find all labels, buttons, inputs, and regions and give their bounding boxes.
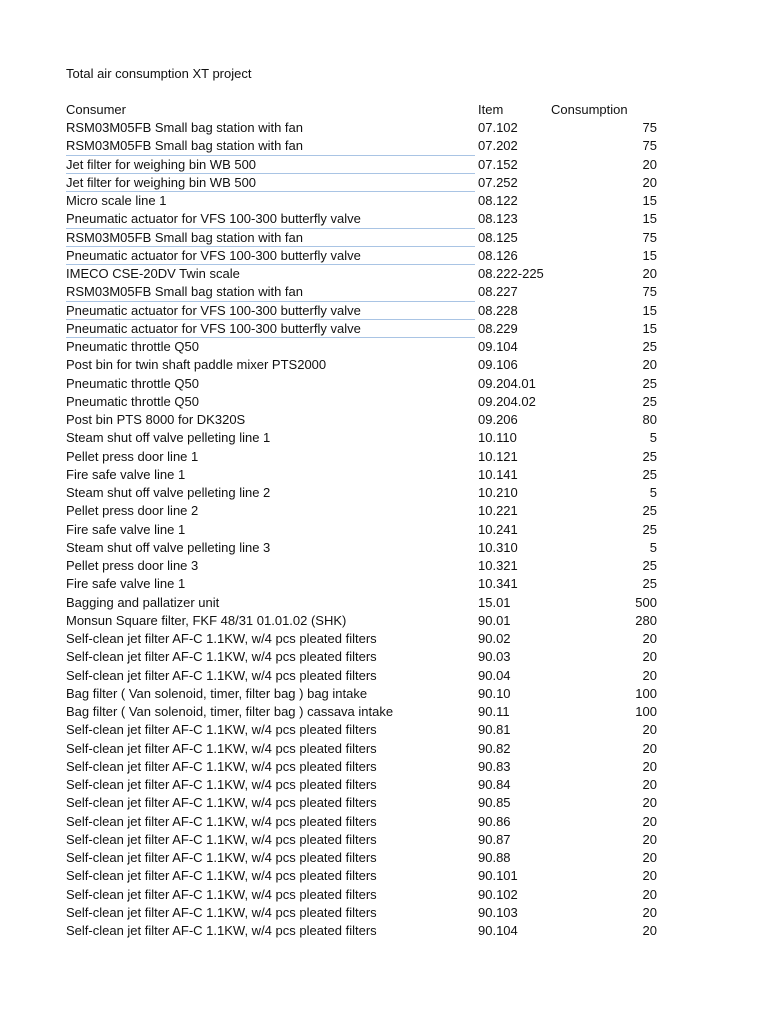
item-cell: 90.02 <box>478 631 511 647</box>
table-row <box>66 685 657 703</box>
consumer-cell: Post bin for twin shaft paddle mixer PTS2000 <box>66 357 327 373</box>
table-row <box>66 156 657 174</box>
item-cell: 10.241 <box>478 521 518 537</box>
table-row <box>66 831 657 849</box>
consumer-cell: Pneumatic actuator for VFS 100-300 butterfly valve <box>66 302 361 318</box>
item-cell: 10.210 <box>478 485 518 501</box>
item-cell: 10.141 <box>478 466 518 482</box>
consumption-cell: 20 <box>642 266 657 282</box>
table-row <box>66 867 657 885</box>
consumer-cell: Self-clean jet filter AF-C 1.1KW, w/4 pcs pleated filters <box>66 813 377 829</box>
item-cell: 09.206 <box>478 412 518 428</box>
consumer-cell: Self-clean jet filter AF-C 1.1KW, w/4 pcs pleated filters <box>66 831 377 847</box>
item-cell: 90.86 <box>478 813 511 829</box>
item-cell: 90.87 <box>478 831 511 847</box>
item-cell: 08.123 <box>478 211 518 227</box>
item-cell: 90.83 <box>478 758 511 774</box>
table-row <box>66 484 657 502</box>
consumption-cell: 75 <box>642 138 657 154</box>
item-cell: 08.125 <box>478 229 518 245</box>
item-cell: 90.84 <box>478 777 511 793</box>
consumption-cell: 25 <box>642 375 657 391</box>
table-row <box>66 429 657 447</box>
consumer-cell: Steam shut off valve pelleting line 3 <box>66 539 271 555</box>
table-row <box>66 192 657 210</box>
item-cell: 90.104 <box>478 923 518 939</box>
consumer-cell: Pneumatic throttle Q50 <box>66 339 199 355</box>
item-cell: 08.228 <box>478 302 518 318</box>
consumption-cell: 20 <box>642 156 657 172</box>
consumption-cell: 20 <box>642 923 657 939</box>
table-row <box>66 119 657 137</box>
item-cell: 90.88 <box>478 850 511 866</box>
consumer-cell: Pneumatic throttle Q50 <box>66 393 199 409</box>
item-cell: 90.10 <box>478 685 511 701</box>
table-row <box>66 229 657 247</box>
item-cell: 07.252 <box>478 174 518 190</box>
consumer-cell: Pneumatic actuator for VFS 100-300 butterfly valve <box>66 320 361 336</box>
consumption-cell: 15 <box>642 302 657 318</box>
consumption-cell: 20 <box>642 740 657 756</box>
table-row <box>66 502 657 520</box>
consumer-cell: Bag filter ( Van solenoid, timer, filter bag ) bag intake <box>66 685 368 701</box>
consumption-cell: 20 <box>642 758 657 774</box>
table-row <box>66 794 657 812</box>
table-row <box>66 174 657 192</box>
consumer-cell: Self-clean jet filter AF-C 1.1KW, w/4 pcs pleated filters <box>66 850 377 866</box>
consumer-cell: Micro scale line 1 <box>66 193 167 209</box>
table-row <box>66 849 657 867</box>
consumption-cell: 75 <box>642 284 657 300</box>
table-row <box>66 922 657 940</box>
consumption-cell: 25 <box>642 466 657 482</box>
consumer-cell: Pneumatic throttle Q50 <box>66 375 199 391</box>
table-row <box>66 448 657 466</box>
table-row <box>66 886 657 904</box>
consumer-cell: Fire safe valve line 1 <box>66 576 186 592</box>
table-row <box>66 247 657 265</box>
table-row <box>66 904 657 922</box>
table-row <box>66 466 657 484</box>
table-row <box>66 648 657 666</box>
consumer-cell: Self-clean jet filter AF-C 1.1KW, w/4 pcs pleated filters <box>66 886 377 902</box>
item-cell: 10.110 <box>478 430 517 446</box>
consumer-cell: Self-clean jet filter AF-C 1.1KW, w/4 pcs pleated filters <box>66 631 377 647</box>
consumption-table <box>66 101 657 941</box>
table-row <box>66 283 657 301</box>
consumption-cell: 15 <box>642 211 657 227</box>
consumer-cell: Self-clean jet filter AF-C 1.1KW, w/4 pcs pleated filters <box>66 777 377 793</box>
consumer-cell: Pneumatic actuator for VFS 100-300 butterfly valve <box>66 211 361 227</box>
consumption-cell: 25 <box>642 393 657 409</box>
consumption-cell: 15 <box>642 320 657 336</box>
consumer-cell: Fire safe valve line 1 <box>66 521 186 537</box>
consumer-cell: RSM03M05FB Small bag station with fan <box>66 138 303 154</box>
consumption-cell: 25 <box>642 448 657 464</box>
consumption-cell: 20 <box>642 831 657 847</box>
consumer-cell: Self-clean jet filter AF-C 1.1KW, w/4 pcs pleated filters <box>66 868 377 884</box>
table-row <box>66 265 657 283</box>
item-cell: 10.341 <box>478 576 518 592</box>
consumption-cell: 15 <box>642 193 657 209</box>
item-cell: 08.229 <box>478 320 518 336</box>
consumption-cell: 25 <box>642 521 657 537</box>
item-cell: 08.122 <box>478 193 518 209</box>
consumer-cell: Pellet press door line 3 <box>66 558 199 574</box>
document-title: Total air consumption XT project <box>66 66 252 81</box>
consumption-cell: 5 <box>649 485 657 501</box>
item-cell: 90.03 <box>478 649 511 665</box>
table-row <box>66 210 657 228</box>
consumer-cell: Bagging and pallatizer unit <box>66 594 220 610</box>
table-row <box>66 630 657 648</box>
consumption-cell: 20 <box>642 667 657 683</box>
consumer-cell: RSM03M05FB Small bag station with fan <box>66 120 303 136</box>
item-cell: 08.126 <box>478 247 518 263</box>
consumption-column-header: Consumption <box>551 101 628 117</box>
consumption-cell: 20 <box>642 649 657 665</box>
item-cell: 90.82 <box>478 740 511 756</box>
consumption-cell: 500 <box>635 594 657 610</box>
item-cell: 90.85 <box>478 795 511 811</box>
item-cell: 90.01 <box>478 612 511 628</box>
item-cell: 07.102 <box>478 120 518 136</box>
consumer-cell: Self-clean jet filter AF-C 1.1KW, w/4 pcs pleated filters <box>66 667 377 683</box>
table-row <box>66 539 657 557</box>
table-row <box>66 740 657 758</box>
item-cell: 90.101 <box>478 868 518 884</box>
table-row <box>66 521 657 539</box>
consumer-cell: Self-clean jet filter AF-C 1.1KW, w/4 pcs pleated filters <box>66 904 377 920</box>
item-cell: 90.11 <box>478 704 510 720</box>
table-row <box>66 594 657 612</box>
table-row <box>66 776 657 794</box>
table-row <box>66 667 657 685</box>
consumer-cell: Fire safe valve line 1 <box>66 466 186 482</box>
table-row <box>66 612 657 630</box>
table-row <box>66 575 657 593</box>
item-cell: 10.121 <box>478 448 518 464</box>
consumption-cell: 20 <box>642 722 657 738</box>
consumption-cell: 5 <box>649 539 657 555</box>
table-row <box>66 411 657 429</box>
consumption-cell: 15 <box>642 247 657 263</box>
item-cell: 10.321 <box>478 558 518 574</box>
table-row <box>66 721 657 739</box>
consumer-cell: Steam shut off valve pelleting line 2 <box>66 485 271 501</box>
consumer-cell: IMECO CSE-20DV Twin scale <box>66 266 240 282</box>
consumer-cell: Pneumatic actuator for VFS 100-300 butterfly valve <box>66 247 361 263</box>
consumer-cell: Post bin PTS 8000 for DK320S <box>66 412 246 428</box>
table-row <box>66 557 657 575</box>
table-row <box>66 703 657 721</box>
table-row <box>66 302 657 320</box>
consumption-cell: 20 <box>642 868 657 884</box>
consumer-cell: Pellet press door line 2 <box>66 503 199 519</box>
table-body <box>66 119 657 940</box>
item-cell: 09.204.01 <box>478 375 536 391</box>
consumption-cell: 25 <box>642 503 657 519</box>
consumption-cell: 20 <box>642 886 657 902</box>
consumer-cell: Steam shut off valve pelleting line 1 <box>66 430 271 446</box>
item-cell: 90.81 <box>478 722 511 738</box>
consumption-cell: 20 <box>642 813 657 829</box>
consumer-cell: Self-clean jet filter AF-C 1.1KW, w/4 pcs pleated filters <box>66 923 377 939</box>
consumer-cell: Monsun Square filter, FKF 48/31 01.01.02 (SHK) <box>66 612 347 628</box>
table-row <box>66 356 657 374</box>
consumption-cell: 75 <box>642 229 657 245</box>
table-row <box>66 375 657 393</box>
consumption-cell: 25 <box>642 558 657 574</box>
item-column-header: Item <box>478 101 504 117</box>
consumption-cell: 280 <box>635 612 657 628</box>
consumption-cell: 20 <box>642 795 657 811</box>
item-cell: 09.104 <box>478 339 518 355</box>
table-row <box>66 137 657 155</box>
consumer-cell: Self-clean jet filter AF-C 1.1KW, w/4 pcs pleated filters <box>66 649 377 665</box>
table-row <box>66 320 657 338</box>
consumer-cell: Self-clean jet filter AF-C 1.1KW, w/4 pcs pleated filters <box>66 795 377 811</box>
consumption-cell: 20 <box>642 631 657 647</box>
consumption-cell: 20 <box>642 174 657 190</box>
item-cell: 15.01 <box>478 594 511 610</box>
item-cell: 08.222-225 <box>478 266 544 282</box>
item-cell: 90.102 <box>478 886 518 902</box>
item-cell: 90.04 <box>478 667 511 683</box>
consumer-cell: Self-clean jet filter AF-C 1.1KW, w/4 pcs pleated filters <box>66 740 377 756</box>
consumer-column-header: Consumer <box>66 101 126 117</box>
consumer-cell: Pellet press door line 1 <box>66 448 199 464</box>
consumption-cell: 20 <box>642 904 657 920</box>
consumer-cell: RSM03M05FB Small bag station with fan <box>66 284 303 300</box>
consumption-cell: 75 <box>642 120 657 136</box>
item-cell: 09.204.02 <box>478 393 536 409</box>
consumption-cell: 100 <box>635 704 657 720</box>
consumer-cell: Self-clean jet filter AF-C 1.1KW, w/4 pcs pleated filters <box>66 758 377 774</box>
table-row <box>66 758 657 776</box>
consumption-cell: 20 <box>642 850 657 866</box>
consumption-cell: 20 <box>642 777 657 793</box>
consumer-cell: RSM03M05FB Small bag station with fan <box>66 229 303 245</box>
item-cell: 10.221 <box>478 503 518 519</box>
item-cell: 08.227 <box>478 284 518 300</box>
consumption-cell: 25 <box>642 339 657 355</box>
item-cell: 90.103 <box>478 904 518 920</box>
consumer-cell: Bag filter ( Van solenoid, timer, filter bag ) cassava intake <box>66 704 394 720</box>
consumer-cell: Self-clean jet filter AF-C 1.1KW, w/4 pcs pleated filters <box>66 722 377 738</box>
consumption-cell: 5 <box>649 430 657 446</box>
consumption-cell: 80 <box>642 412 657 428</box>
table-row <box>66 813 657 831</box>
consumption-cell: 100 <box>635 685 657 701</box>
item-cell: 07.152 <box>478 156 518 172</box>
consumer-cell: Jet filter for weighing bin WB 500 <box>66 174 257 190</box>
item-cell: 07.202 <box>478 138 518 154</box>
table-header-row <box>66 101 657 119</box>
consumer-cell: Jet filter for weighing bin WB 500 <box>66 156 257 172</box>
item-cell: 10.310 <box>478 539 518 555</box>
table-row <box>66 338 657 356</box>
consumption-cell: 25 <box>642 576 657 592</box>
item-cell: 09.106 <box>478 357 518 373</box>
consumption-cell: 20 <box>642 357 657 373</box>
table-row <box>66 393 657 411</box>
